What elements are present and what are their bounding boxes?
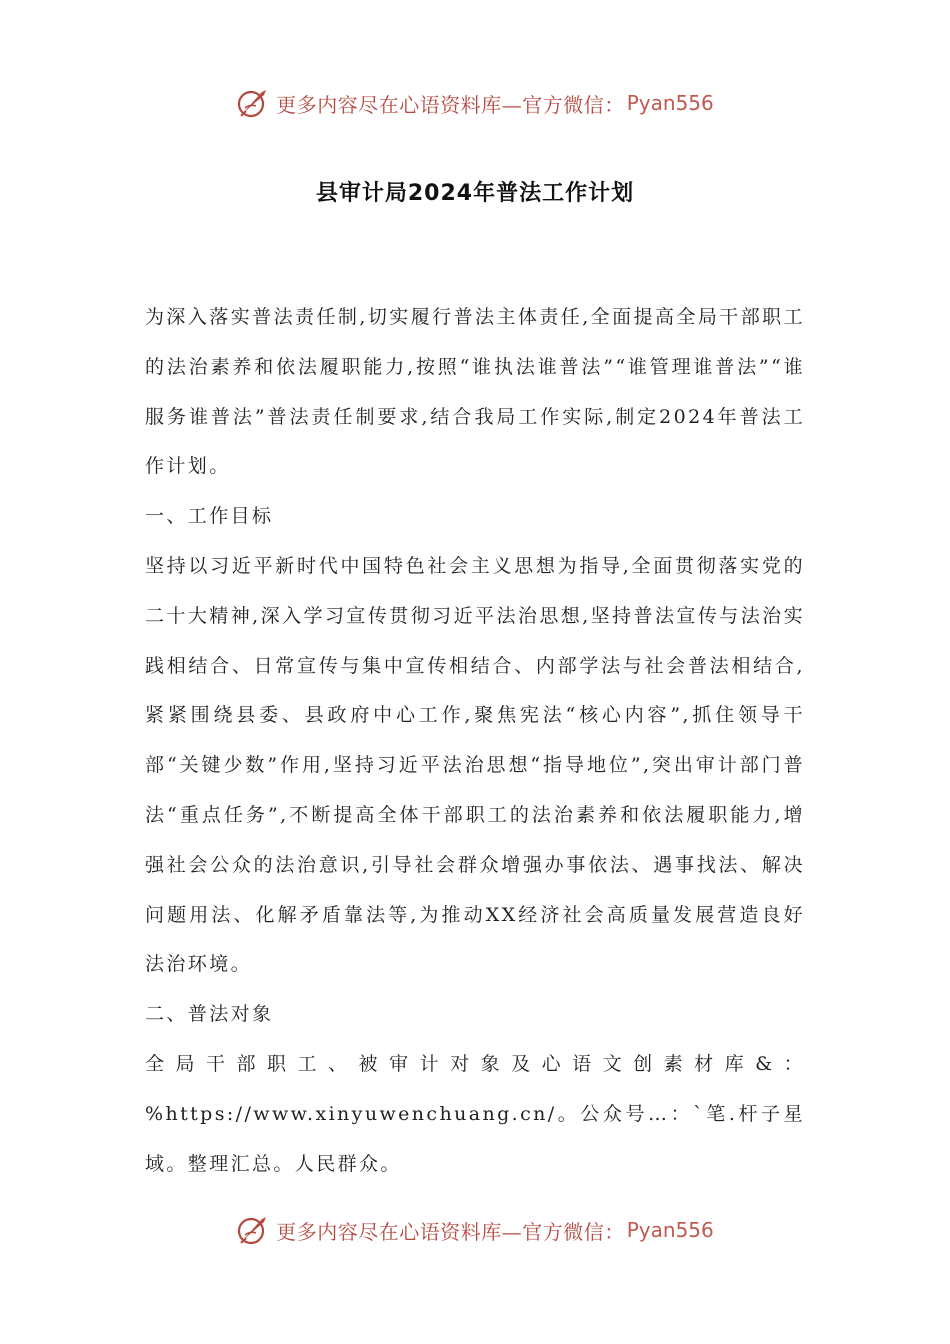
banner-wechat-id: Pyan556 <box>626 1218 714 1242</box>
quill-pen-logo-icon <box>236 1213 270 1247</box>
audience-paragraph: 全局干部职工、被审计对象及心语文创素材库&：%https://www.xinyuwenchuang.cn/。公众号…：`笔.杆子星域。整理汇总。人民群众。 <box>145 1052 805 1175</box>
banner-text: 更多内容尽在心语资料库—官方微信： <box>276 92 625 117</box>
section-heading-audience: 二、普法对象 <box>145 1003 274 1026</box>
document-title: 县审计局2024年普法工作计划 <box>315 181 635 206</box>
header-watermark-banner <box>0 83 950 123</box>
document-body <box>145 293 805 1189</box>
footer-watermark-banner <box>0 1210 950 1250</box>
intro-paragraph: 为深入落实普法责任制,切实履行普法主体责任,全面提高全局干部职工的法治素养和依法履职能力,按照“谁执法谁普法”“谁管理谁普法”“谁服务谁普法”普法责任制要求,结合我局工作实际,制定2024年普法工作计划。 <box>145 306 805 478</box>
goals-paragraph: 坚持以习近平新时代中国特色社会主义思想为指导,全面贯彻落实党的二十大精神,深入学习宣传贯彻习近平法治思想,坚持普法宣传与法治实践相结合、日常宣传与集中宣传相结合、内部学法与社会普法相结合,紧紧围绕县委、县政府中心工作,聚焦宪法“核心内容”,抓住领导干部“关键少数”作用,坚持习近平法治思想“指导地位”,突出审计部门普法“重点任务”,不断提高全体干部职工的法治素养和依法履职能力,增强社会公众的法治意识,引导社会群众增强办事依法、遇事找法、解决问题用法、化解矛盾靠法等,为推动XX经济社会高质量发展营造良好法治环境。 <box>145 554 805 976</box>
banner-text: 更多内容尽在心语资料库—官方微信： <box>276 1219 625 1244</box>
banner-wechat-id: Pyan556 <box>626 91 714 115</box>
section-heading-goals: 一、工作目标 <box>145 505 274 528</box>
quill-pen-logo-icon <box>236 86 270 120</box>
